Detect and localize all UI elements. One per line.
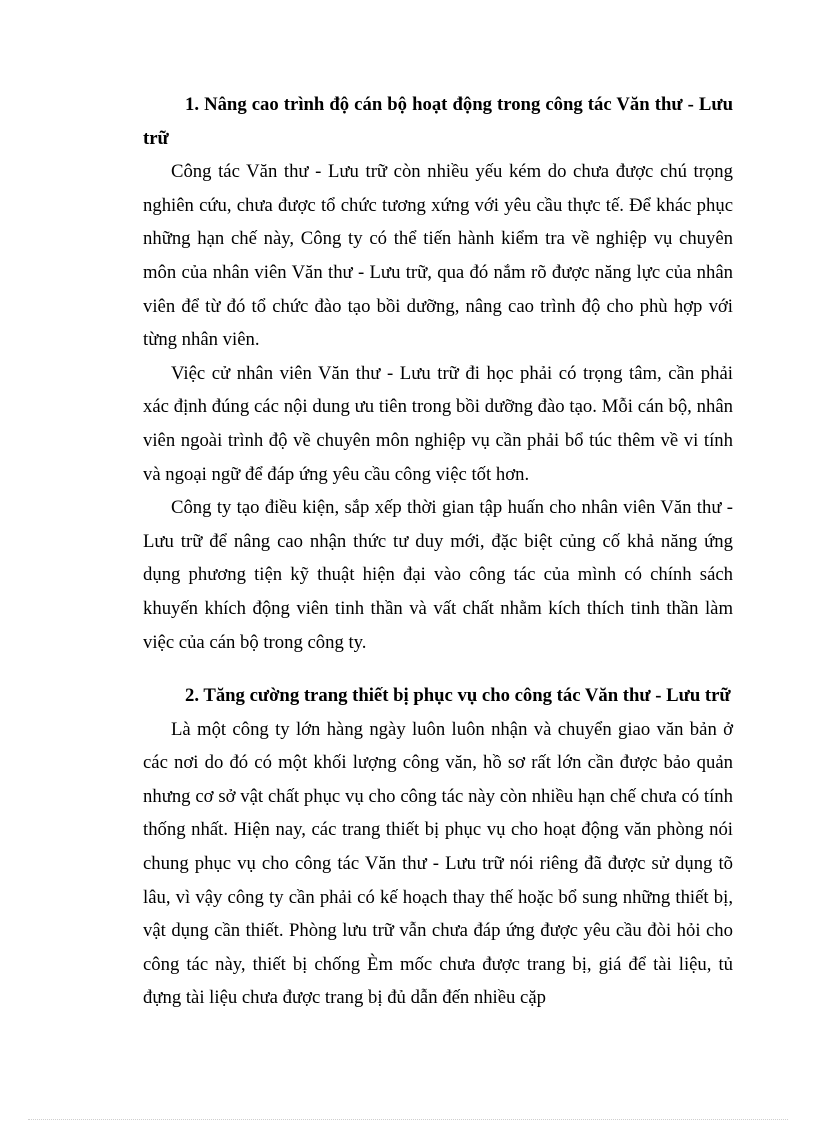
section-2-paragraph-1: Là một công ty lớn hàng ngày luôn luôn nhận và chuyển giao văn bản ở các nơi do đó có một khối lượng công văn, hồ sơ rất lớn cần được bảo quản nhưng cơ sở vật chất phục vụ cho công tác này còn nhiều hạn chế chưa có tính thống nhất. Hiện nay, các trang thiết bị phục vụ cho hoạt động văn phòng nói chung phục vụ cho công tác Văn thư - Lưu trữ nói riêng đã được sử dụng tõ lâu, vì vậy công ty cần phải có kế hoạch thay thế hoặc bổ sung những thiết bị, vật dụng cần thiết. Phòng lưu trữ vẫn chưa đáp ứng được yêu cầu đòi hỏi cho công tác này, thiết bị chống Èm mốc chưa được trang bị, giá để tài liệu, tủ đựng tài liệu chưa được trang bị đủ dẫn đến nhiều cặp	[143, 718, 733, 1009]
section-2-heading: 2. Tăng cường trang thiết bị phục vụ cho công tác Văn thư - Lưu trữ	[185, 685, 731, 707]
section-1-paragraph-3: Công ty tạo điều kiện, sắp xếp thời gian tập huấn cho nhân viên Văn thư - Lưu trữ để nâng cao nhận thức tư duy mới, đặc biệt củng cố khả năng ứng dụng phương tiện kỹ thuật hiện đại vào công tác của mình có chính sách khuyến khích động viên tinh thần và vất chất nhằm kích thích tinh thần làm việc của cán bộ trong công ty.	[143, 497, 733, 653]
document-page	[143, 88, 733, 1015]
section-spacer	[143, 659, 733, 679]
page-bottom-divider	[28, 1119, 788, 1120]
section-2	[143, 679, 733, 1015]
section-1-paragraph-1: Công tác Văn thư - Lưu trữ còn nhiều yếu kém do chưa được chú trọng nghiên cứu, chưa được tổ chức tương xứng với yêu cầu thực tế. Để khác phục những hạn chế này, Công ty có thể tiến hành kiểm tra về nghiệp vụ chuyên môn của nhân viên Văn thư - Lưu trữ, qua đó nắm rõ được năng lực của nhân viên để từ đó tổ chức đào tạo bồi dưỡng, nâng cao trình độ cho phù hợp với từng nhân viên.	[143, 161, 733, 351]
section-1-heading: 1. Nâng cao trình độ cán bộ hoạt động trong công tác Văn thư - Lưu trữ	[143, 94, 733, 149]
section-1	[143, 88, 733, 659]
section-1-paragraph-2: Việc cử nhân viên Văn thư - Lưu trữ đi học phải có trọng tâm, cần phải xác định đúng các nội dung ưu tiên trong bồi dưỡng đào tạo. Mỗi cán bộ, nhân viên ngoài trình độ về chuyên môn nghiệp vụ cần phải bổ túc thêm về vi tính và ngoại ngữ để đáp ứng yêu cầu công việc tốt hơn.	[143, 362, 733, 485]
